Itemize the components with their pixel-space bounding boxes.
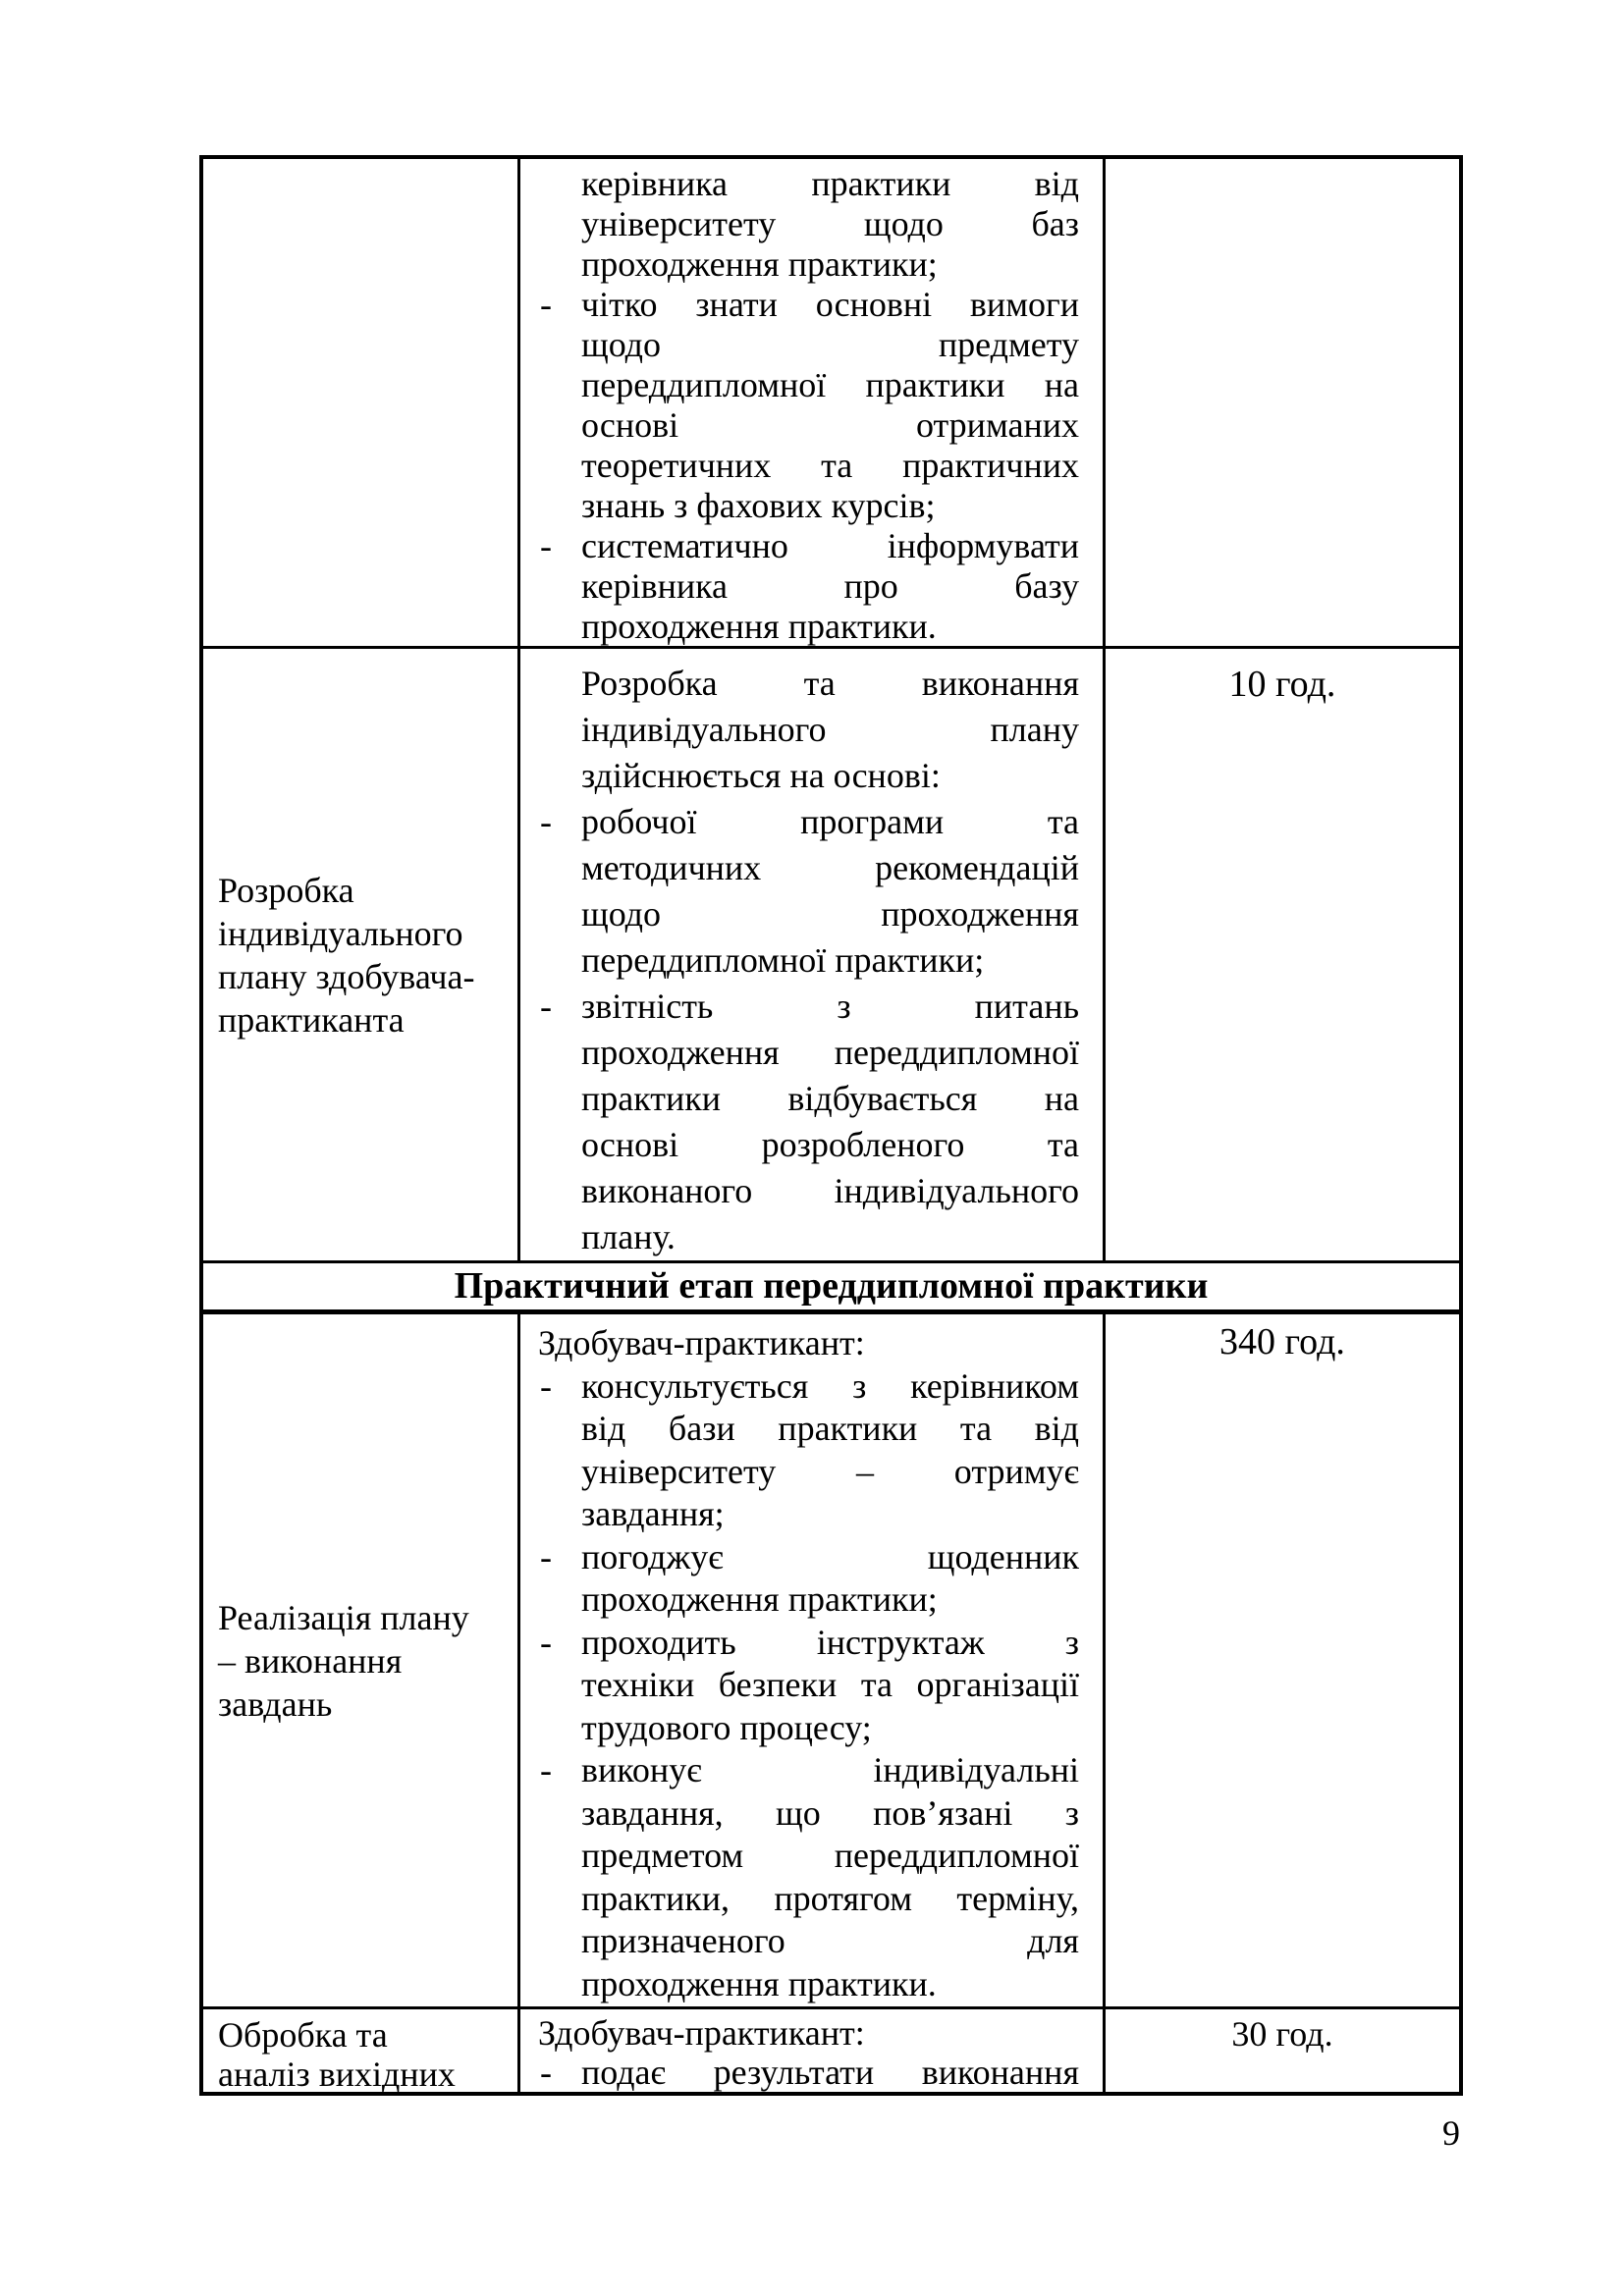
text-line: Здобувач-практикант: [538,2013,865,2053]
table-cell-stage-empty [203,159,517,646]
bullet-item [540,2053,1079,2092]
text-line: практиканта [218,999,405,1040]
text-line: здійснюється на основі: [581,756,941,795]
bullet-item [540,526,1079,646]
text-line: техніки безпеки та організації [581,1665,1079,1704]
text-line: практики відбувається на [581,1079,1079,1118]
bullet-dash: - [540,2053,552,2092]
text-line: переддипломної практики на [581,365,1079,404]
text-line: керівника про базу [581,566,1079,606]
bullet-item [540,285,1079,526]
text-line: індивідуального плану [581,710,1079,749]
text-line: проходження практики. [581,607,937,646]
table-cell-description [520,649,1103,1260]
text-line: подає результати виконання [581,2053,1079,2092]
bullet-dash: - [540,1750,552,1789]
bullet-dash: - [540,1536,552,1576]
text-line: призначеного для [581,1921,1079,1960]
bullet-item [540,1622,1079,1750]
table-cell-hours: 30 год. [1231,2014,1333,2054]
table-cell-description [520,1314,1103,2006]
text-line: індивідуального [218,913,463,953]
bullet-dash: - [540,285,552,324]
bullet-item [540,1365,1079,1536]
text-line: предметом переддипломної [581,1836,1079,1875]
text-line: знань з фахових курсів; [581,486,936,525]
text-line: виконаного індивідуального [581,1171,1079,1210]
text-line: чітко знати основні вимоги [581,285,1079,324]
bullet-item [540,1536,1079,1622]
table-cell-hours: 340 год. [1219,1321,1345,1362]
text-line: аналіз вихідних [218,2055,456,2092]
text-line: керівника практики від [581,164,1079,203]
paragraph [581,661,1079,799]
text-line: плану. [581,1217,676,1256]
text-line: завдання, що пов’язані з [581,1792,1079,1833]
bullet-dash: - [540,987,552,1026]
table-cell-description [520,159,1103,646]
text-line: теоретичних та практичних [581,446,1079,485]
text-line: завдань [218,1683,333,1724]
text-line: консультується з керівником [581,1365,1079,1406]
bullet-dash: - [540,1622,552,1662]
paragraph [538,2013,1079,2053]
page-number: 9 [1442,2113,1460,2153]
text-line: Реалізація плану [218,1597,469,1637]
table-cell-description [520,2009,1103,2092]
text-line: університету щодо баз [581,204,1079,243]
text-line: Обробка та [218,2015,388,2055]
table-cell-stage [203,2009,517,2092]
bullet-dash: - [540,1365,552,1406]
text-line: Розробка [218,870,354,910]
text-line: від бази практики та від [581,1409,1079,1448]
text-line: проходження практики; [581,244,938,284]
text-line: щодо проходження [581,894,1079,934]
table-cell-stage [203,649,517,1260]
text-line: університету – отримує [581,1451,1079,1491]
text-line: Розробка та виконання [581,664,1079,703]
text-line: проходження практики. [581,1963,937,2003]
text-line: завдання; [581,1494,725,1533]
bullet-item [540,799,1079,984]
text-line: основі розробленого та [581,1125,1079,1164]
text-line: основі отриманих [581,405,1079,445]
practice-stages-table [199,155,1463,2096]
text-line: трудового процесу; [581,1707,872,1747]
table-cell-hours: 10 год. [1228,664,1336,705]
table-cell-stage [203,1314,517,2006]
text-line: звітність з питань [581,987,1079,1026]
text-line: систематично інформувати [581,526,1079,565]
text-line: практики, протягом терміну, [581,1878,1079,1918]
text-line: Здобувач-практикант: [538,1323,865,1362]
text-line: щодо предмету [581,325,1079,364]
bullet-dash: - [540,526,552,565]
text-line: проходить інструктаж з [581,1622,1079,1662]
bullet-item [540,1749,1079,2005]
text-line: проходження практики; [581,1579,938,1619]
text-line: робочої програми та [581,802,1079,841]
text-line: – виконання [218,1640,403,1681]
bullet-dash: - [540,802,552,841]
text-line: переддипломної практики; [581,940,985,980]
text-line: погоджує щоденник [581,1536,1079,1576]
text-line: плану здобувача- [218,956,475,996]
paragraph [581,164,1079,285]
paragraph [538,1322,1079,1365]
text-line: виконує індивідуальні [581,1750,1079,1789]
bullet-item [540,984,1079,1260]
section-header: Практичний етап переддипломної практики [454,1265,1209,1307]
text-line: методичних рекомендацій [581,848,1079,887]
text-line: проходження переддипломної [581,1033,1079,1072]
table-cell-hours-empty [1106,159,1459,646]
